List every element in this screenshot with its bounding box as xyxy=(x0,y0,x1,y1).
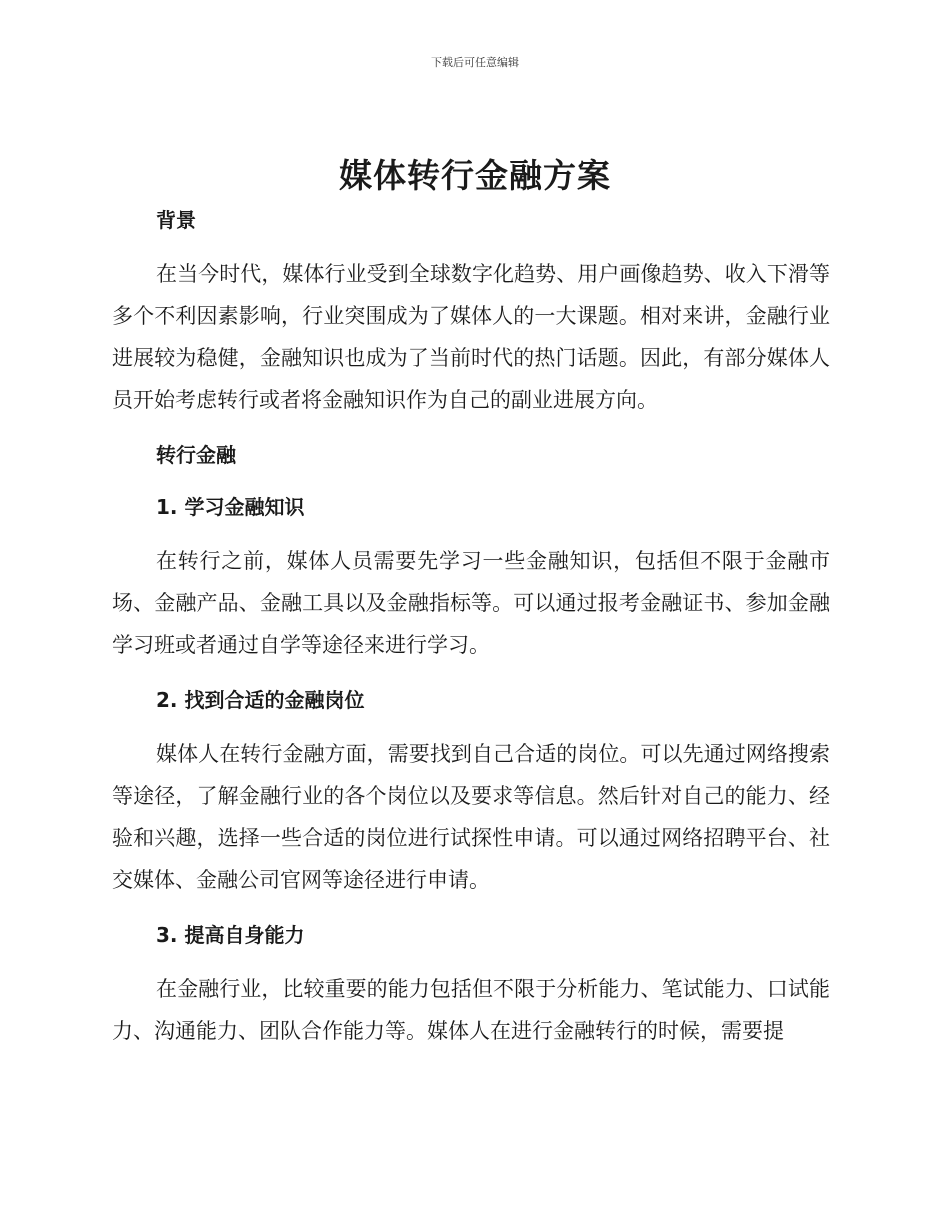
document-body xyxy=(112,200,830,1052)
section-paragraph-background: 在当今时代，媒体行业受到全球数字化趋势、用户画像趋势、收入下滑等多个不利因素影响，行业突围成为了媒体人的一大课题。相对来讲，金融行业进展较为稳健，金融知识也成为了当前时代的热门话题。因此，有部分媒体人员开始考虑转行或者将金融知识作为自己的副业进展方向。 xyxy=(112,262,830,412)
page-header-note: 下载后可任意编辑 xyxy=(431,56,519,69)
section-heading-background: 背景 xyxy=(156,208,196,232)
section-heading-step-3: 3. 提高自身能力 xyxy=(156,923,305,947)
section-paragraph-step-2: 媒体人在转行金融方面，需要找到自己合适的岗位。可以先通过网络搜索等途径，了解金融行业的各个岗位以及要求等信息。然后针对自己的能力、经验和兴趣，选择一些合适的岗位进行试探性申请。可以通过网络招聘平台、社交媒体、金融公司官网等途径进行申请。 xyxy=(112,742,830,892)
section-paragraph-step-3: 在金融行业，比较重要的能力包括但不限于分析能力、笔试能力、口试能力、沟通能力、团队合作能力等。媒体人在进行金融转行的时候，需要提 xyxy=(112,977,830,1043)
document-title: 媒体转行金融方案 xyxy=(339,156,611,195)
section-heading-transition: 转行金融 xyxy=(156,443,236,467)
section-paragraph-step-1: 在转行之前，媒体人员需要先学习一些金融知识，包括但不限于金融市场、金融产品、金融工具以及金融指标等。可以通过报考金融证书、参加金融学习班或者通过自学等途径来进行学习。 xyxy=(112,549,830,657)
section-heading-step-2: 2. 找到合适的金融岗位 xyxy=(156,688,365,712)
section-heading-step-1: 1. 学习金融知识 xyxy=(156,495,305,519)
